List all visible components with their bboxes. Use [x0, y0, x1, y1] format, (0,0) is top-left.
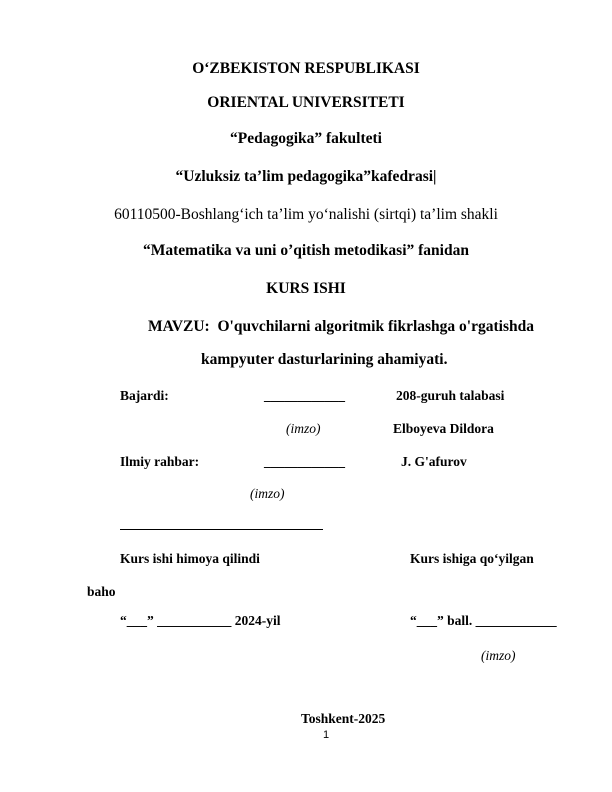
defense-date-line: “___” ___________ 2024-yil [120, 613, 281, 628]
department-title: “Uzluksiz ta’lim pedagogika”kafedrasi| [175, 168, 437, 185]
topic-line-1 [148, 318, 534, 336]
grade-label-continued: baho [87, 584, 116, 599]
republic-title: O‘ZBEKISTON RESPUBLIKASI [192, 60, 420, 77]
student-group: 208-guruh talabasi [396, 388, 505, 403]
topic-text-1: O'quvchilarni algoritmik fikrlashga o'rgatishda [217, 318, 534, 335]
faculty-title: “Pedagogika” fakulteti [230, 130, 382, 147]
student-name: Elboyeva Dildora [393, 421, 494, 436]
supervisor-name: J. G'afurov [401, 454, 467, 469]
performer-label: Bajardi: [120, 388, 169, 403]
grade-label: Kurs ishiga qo‘yilgan [410, 551, 534, 566]
page-number: 1 [322, 729, 330, 741]
signature-caption-2: (imzo) [250, 486, 285, 501]
supervisor-signature-blank: ____________ [264, 454, 345, 469]
performer-signature-blank: ____________ [264, 388, 345, 403]
topic-line-2: kampyuter dasturlarining ahamiyati. [201, 351, 448, 368]
program-line: 60110500-Boshlang‘ich ta’lim yo‘nalishi (sirtqi) ta’lim shakli [114, 206, 498, 223]
signature-caption-1: (imzo) [286, 421, 321, 436]
city-year: Toshkent-2025 [301, 711, 386, 726]
university-title: ORIENTAL UNIVERSITETI [207, 94, 405, 111]
supervisor-label: Ilmiy rahbar: [120, 454, 200, 469]
work-type-title: KURS ISHI [266, 280, 346, 297]
defended-label: Kurs ishi himoya qilindi [120, 551, 260, 566]
separator-line [120, 529, 323, 530]
subject-line: “Matematika va uni o’qitish metodikasi” fanidan [143, 242, 469, 259]
grade-ball-line: “___” ball. ____________ [410, 613, 557, 628]
signature-caption-3: (imzo) [481, 648, 516, 663]
topic-label: MAVZU: [148, 318, 210, 335]
